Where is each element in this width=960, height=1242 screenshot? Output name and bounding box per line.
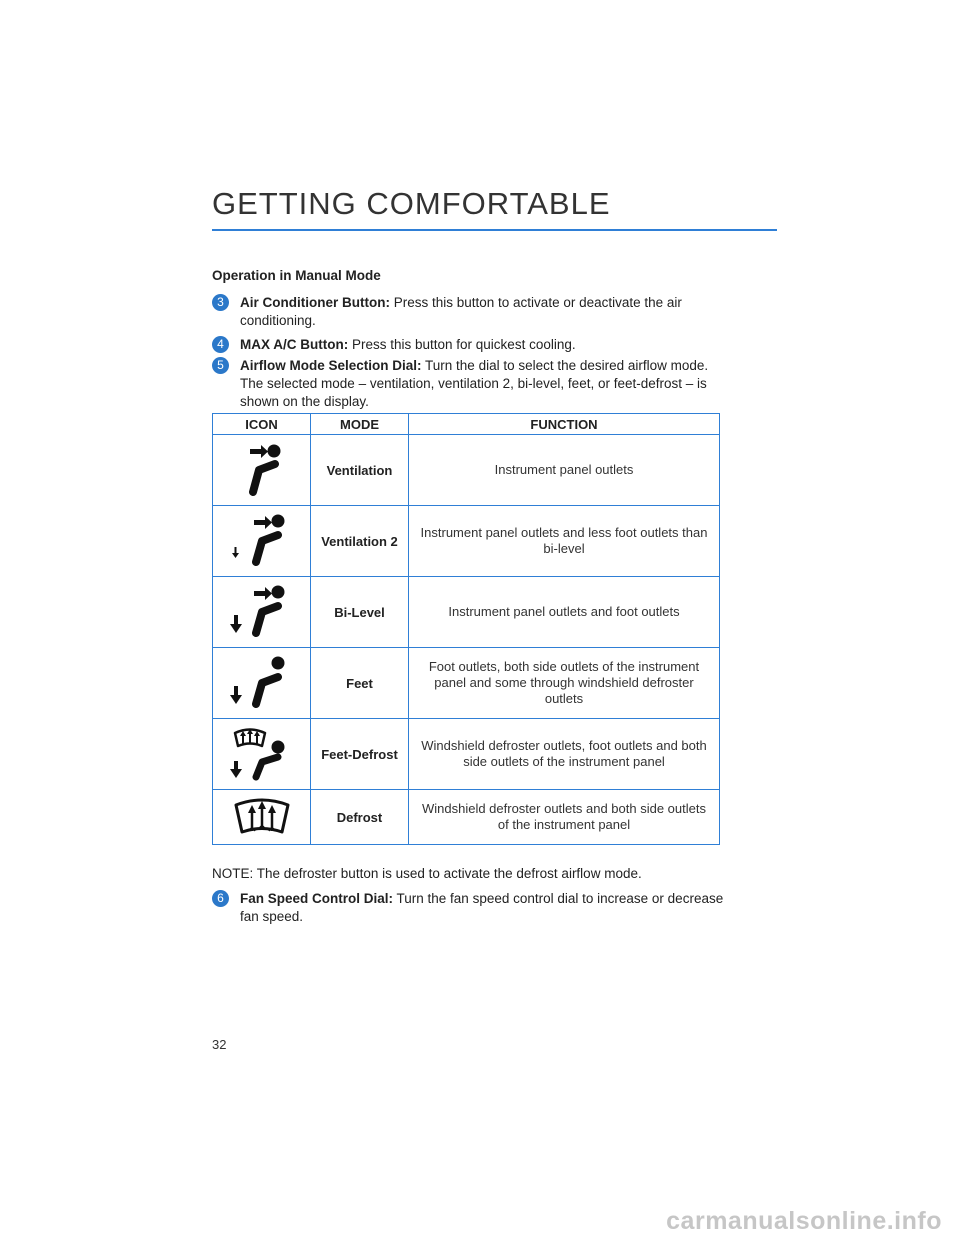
mode-cell: Feet-Defrost xyxy=(311,719,409,790)
item-label: Airflow Mode Selection Dial: xyxy=(240,358,422,373)
ventilation-2-icon xyxy=(230,511,294,571)
function-cell: Instrument panel outlets xyxy=(409,435,720,506)
section-divider xyxy=(212,229,777,231)
bi-level-icon xyxy=(230,582,294,642)
table-header-row xyxy=(213,414,720,435)
section-title: GETTING COMFORTABLE xyxy=(212,186,611,221)
column-header-function: FUNCTION xyxy=(409,414,720,435)
number-badge: 6 xyxy=(212,890,229,907)
number-badge: 5 xyxy=(212,357,229,374)
page-number: 32 xyxy=(212,1037,227,1052)
table-row xyxy=(213,648,720,719)
list-item-airflow-dial xyxy=(212,357,732,411)
table-row xyxy=(213,577,720,648)
mode-cell: Ventilation 2 xyxy=(311,506,409,577)
watermark-logo: carmanualsonline.info xyxy=(666,1207,942,1235)
list-item-fan-speed-dial xyxy=(212,890,732,926)
icon-cell xyxy=(213,506,311,577)
function-cell: Windshield defroster outlets and both side outlets of the instrument panel xyxy=(409,790,720,845)
ventilation-icon xyxy=(232,440,292,500)
feet-icon xyxy=(230,653,294,713)
note-text: NOTE: The defroster button is used to activate the defrost airflow mode. xyxy=(212,866,642,881)
feet-defrost-icon xyxy=(230,724,294,784)
icon-cell xyxy=(213,790,311,845)
number-badge: 3 xyxy=(212,294,229,311)
table-row xyxy=(213,506,720,577)
table-row xyxy=(213,435,720,506)
airflow-mode-table xyxy=(212,413,720,845)
item-label: MAX A/C Button: xyxy=(240,337,349,352)
column-header-icon: ICON xyxy=(213,414,311,435)
function-cell: Instrument panel outlets and foot outlets xyxy=(409,577,720,648)
list-item-max-ac xyxy=(212,336,732,354)
item-text: Press this button to activate or deactivate the air conditioning. xyxy=(240,295,682,328)
column-header-mode: MODE xyxy=(311,414,409,435)
icon-cell xyxy=(213,577,311,648)
table-row xyxy=(213,790,720,845)
subheading: Operation in Manual Mode xyxy=(212,268,381,283)
table-row xyxy=(213,719,720,790)
icon-cell xyxy=(213,435,311,506)
mode-cell: Ventilation xyxy=(311,435,409,506)
item-text: Turn the dial to select the desired airflow mode. The selected mode – ventilation, ventilation 2, bi-level, feet, or feet-defrost – is shown on the display. xyxy=(240,358,709,409)
list-item-air-conditioner xyxy=(212,294,732,330)
item-label: Fan Speed Control Dial: xyxy=(240,891,394,906)
item-label: Air Conditioner Button: xyxy=(240,295,390,310)
item-text: Turn the fan speed control dial to increase or decrease fan speed. xyxy=(240,891,724,924)
defrost-icon xyxy=(230,795,294,839)
function-cell: Foot outlets, both side outlets of the instrument panel and some through windshield defroster outlets xyxy=(409,648,720,719)
mode-cell: Bi-Level xyxy=(311,577,409,648)
icon-cell xyxy=(213,648,311,719)
mode-cell: Feet xyxy=(311,648,409,719)
function-cell: Windshield defroster outlets, foot outlets and both side outlets of the instrument panel xyxy=(409,719,720,790)
number-badge: 4 xyxy=(212,336,229,353)
icon-cell xyxy=(213,719,311,790)
function-cell: Instrument panel outlets and less foot outlets than bi-level xyxy=(409,506,720,577)
mode-cell: Defrost xyxy=(311,790,409,845)
item-text: Press this button for quickest cooling. xyxy=(348,337,576,352)
